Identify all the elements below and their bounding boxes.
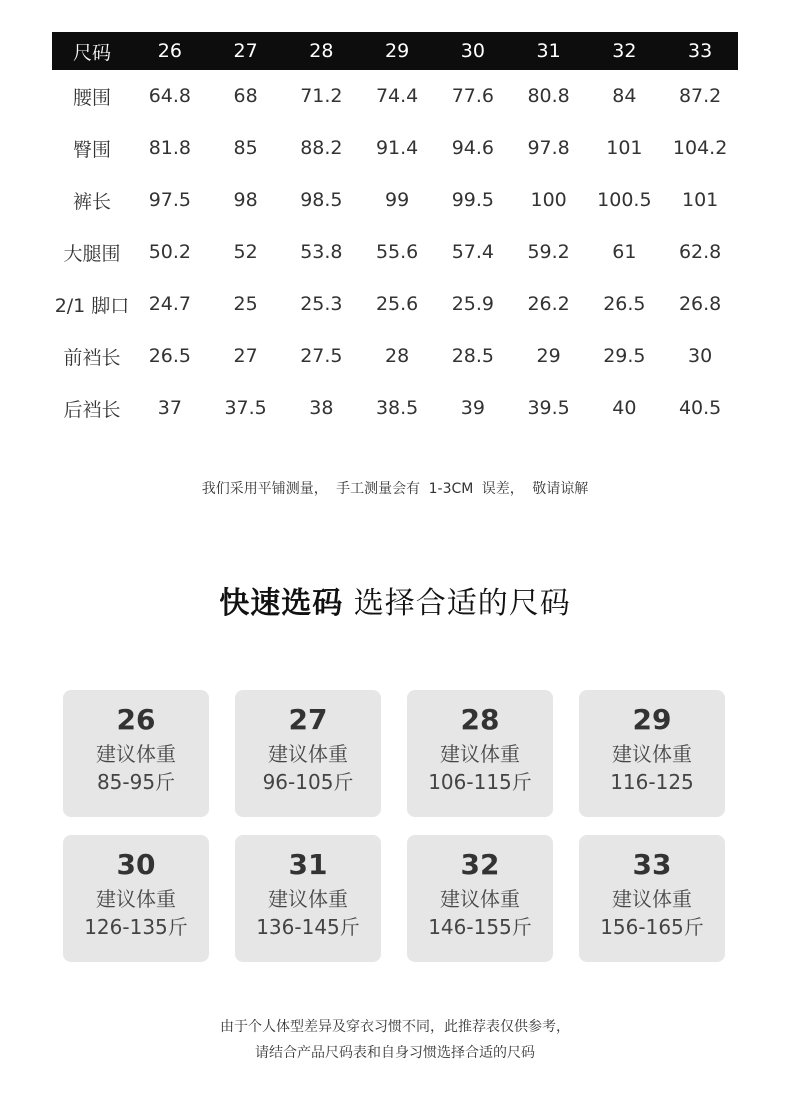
table-cell: 64.8 [148, 85, 192, 107]
table-cell: 94.6 [451, 137, 495, 159]
size-header-row [52, 32, 738, 70]
table-cell: 85 [233, 137, 258, 159]
table-cell: 40 [612, 397, 637, 419]
table-cell: 25.9 [451, 293, 495, 315]
weight-range: 136-145斤 [256, 915, 360, 939]
table-cell: 97.5 [148, 189, 192, 211]
table-row [52, 70, 738, 122]
table-cell: 71.2 [300, 85, 343, 107]
table-cell: 26.2 [527, 293, 570, 315]
table-row [52, 174, 738, 226]
size-chart-table [52, 32, 738, 434]
weight-range: 146-155斤 [428, 915, 532, 939]
table-cell: 40.5 [678, 397, 722, 419]
table-cell: 62.8 [678, 241, 722, 263]
header-cell: 32 [587, 32, 663, 70]
table-cell: 37 [157, 397, 182, 419]
table-cell: 28.5 [451, 345, 495, 367]
table-cell: 38.5 [375, 397, 419, 419]
footer-note-line-1: 由于个人体型差异及穿衣习惯不同，此推荐表仅供参考， [220, 1019, 570, 1035]
size-number: 27 [288, 703, 328, 736]
table-cell: 39 [460, 397, 485, 419]
row-label: 大腿围 [63, 242, 121, 265]
weight-range: 106-115斤 [428, 770, 532, 794]
table-cell: 24.7 [148, 293, 192, 315]
table-cell: 101 [681, 189, 719, 211]
table-cell: 98 [233, 189, 258, 211]
header-cell: 27 [208, 32, 284, 70]
table-row [52, 330, 738, 382]
table-cell: 74.4 [375, 85, 419, 107]
row-label: 前裆长 [63, 346, 121, 369]
table-cell: 77.6 [451, 85, 495, 107]
size-number: 26 [116, 703, 156, 736]
table-cell: 39.5 [527, 397, 570, 419]
header-cell: 31 [511, 32, 587, 70]
table-cell: 37.5 [224, 397, 267, 419]
header-cell: 33 [662, 32, 738, 70]
table-row [52, 226, 738, 278]
table-cell: 98.5 [300, 189, 343, 211]
size-card-29 [579, 690, 725, 817]
table-cell: 52 [233, 241, 258, 263]
table-row [52, 278, 738, 330]
measurement-note: 我们采用平铺测量， 手工测量会有 1-3CM 误差， 敬请谅解 [201, 481, 589, 497]
table-cell: 55.6 [375, 241, 419, 263]
weight-range: 116-125 [610, 770, 694, 794]
header-cell: 29 [359, 32, 435, 70]
table-cell: 30 [688, 345, 713, 367]
table-cell: 100 [530, 189, 567, 211]
size-card-27 [235, 690, 381, 817]
size-table-body [52, 70, 738, 434]
size-card-31 [235, 835, 381, 962]
table-cell: 27.5 [300, 345, 343, 367]
table-cell: 57.4 [451, 241, 495, 263]
table-cell: 26.5 [603, 293, 646, 315]
weight-label: 建议体重 [96, 742, 176, 766]
size-number: 31 [288, 848, 328, 881]
weight-label: 建议体重 [612, 887, 692, 911]
table-cell: 99.5 [451, 189, 495, 211]
table-cell: 99 [385, 189, 410, 211]
heading-bold: 快速选码 [219, 586, 344, 621]
row-label: 裤长 [72, 190, 111, 213]
table-cell: 91.4 [375, 137, 419, 159]
weight-range: 126-135斤 [84, 915, 188, 939]
table-cell: 26.8 [678, 293, 722, 315]
size-number: 33 [632, 848, 672, 881]
weight-range: 85-95斤 [96, 770, 176, 794]
size-number: 32 [460, 848, 500, 881]
header-cell: 28 [284, 32, 360, 70]
header-cell: 30 [435, 32, 511, 70]
table-cell: 68 [233, 85, 258, 107]
table-cell: 25.3 [300, 293, 343, 315]
table-cell: 29 [536, 345, 561, 367]
table-cell: 81.8 [148, 137, 192, 159]
table-cell: 87.2 [678, 85, 722, 107]
size-card-33 [579, 835, 725, 962]
table-cell: 97.8 [527, 137, 570, 159]
weight-label: 建议体重 [268, 887, 348, 911]
table-cell: 59.2 [527, 241, 570, 263]
weight-label: 建议体重 [96, 887, 176, 911]
row-label: 臀围 [72, 138, 111, 161]
weight-range: 96-105斤 [262, 770, 354, 794]
row-label: 腰围 [72, 86, 111, 109]
table-cell: 25.6 [375, 293, 419, 315]
table-cell: 100.5 [597, 189, 652, 211]
footer-note-line-2: 请结合产品尺码表和自身习惯选择合适的尺码 [255, 1045, 535, 1061]
row-label: 后裆长 [63, 398, 121, 421]
size-card-30 [63, 835, 209, 962]
table-row [52, 122, 738, 174]
size-number: 30 [116, 848, 156, 881]
table-cell: 29.5 [603, 345, 646, 367]
table-cell: 101 [606, 137, 643, 159]
size-number: 29 [632, 703, 672, 736]
table-cell: 50.2 [148, 241, 192, 263]
size-number: 28 [460, 703, 500, 736]
size-card-28 [407, 690, 553, 817]
header-cell: 26 [132, 32, 208, 70]
section-heading [0, 578, 790, 622]
table-cell: 53.8 [300, 241, 343, 263]
table-row [52, 382, 738, 434]
size-card-32 [407, 835, 553, 962]
table-cell: 25 [233, 293, 258, 315]
weight-label: 建议体重 [268, 742, 348, 766]
table-cell: 88.2 [300, 137, 343, 159]
row-label: 2/1 脚口 [54, 294, 130, 317]
table-cell: 61 [612, 241, 637, 263]
table-cell: 28 [385, 345, 410, 367]
table-cell: 27 [233, 345, 258, 367]
heading-rest: 选择合适的尺码 [353, 586, 571, 621]
header-cell: 尺码 [52, 32, 132, 70]
size-card-26 [63, 690, 209, 817]
table-cell: 104.2 [672, 137, 728, 159]
table-cell: 38 [309, 397, 334, 419]
weight-label: 建议体重 [440, 887, 520, 911]
table-cell: 80.8 [527, 85, 570, 107]
weight-label: 建议体重 [440, 742, 520, 766]
table-cell: 26.5 [148, 345, 192, 367]
weight-label: 建议体重 [612, 742, 692, 766]
recommendation-grid [63, 690, 725, 962]
weight-range: 156-165斤 [600, 915, 704, 939]
footer-note [0, 1014, 790, 1066]
table-cell: 84 [612, 85, 637, 107]
